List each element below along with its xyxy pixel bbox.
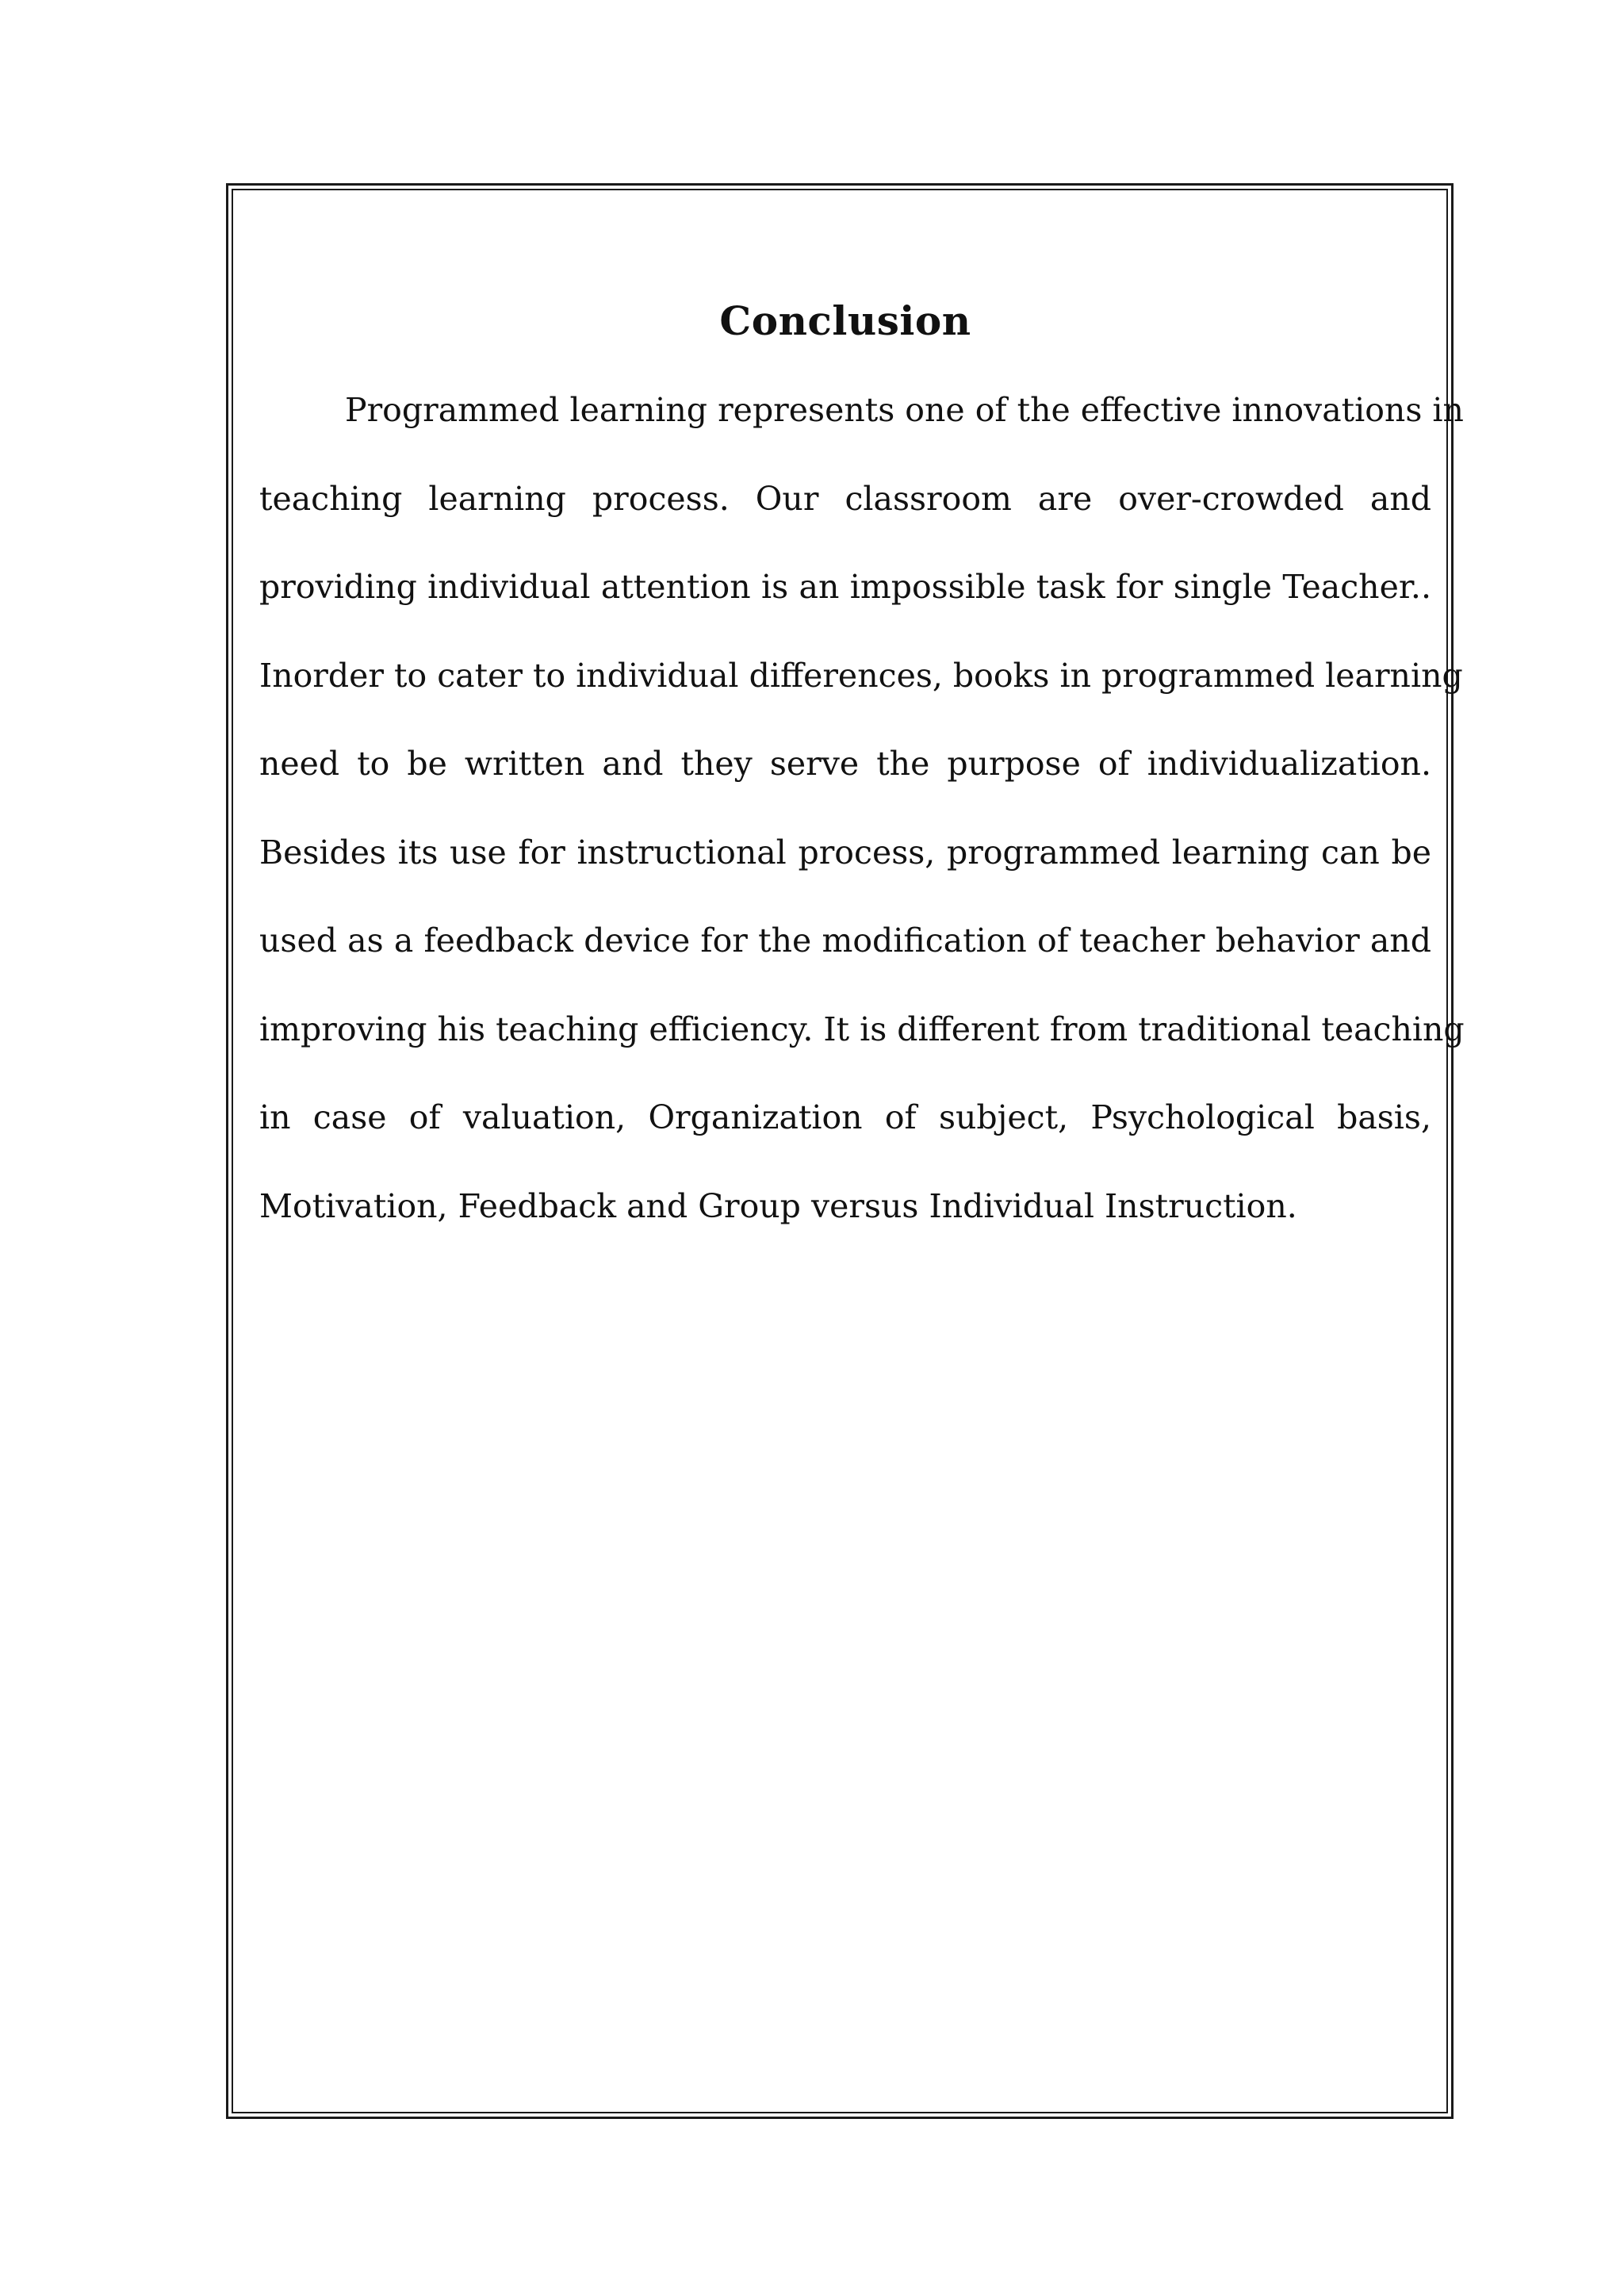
paragraph-line: Inorder to cater to individual differences, books in programmed learning	[259, 656, 1463, 695]
conclusion-paragraph	[259, 366, 1465, 1251]
paragraph-line: need to be written and they serve the purpose of individualization.	[259, 745, 1431, 783]
paragraph-line: providing individual attention is an impossible task for single Teacher..	[259, 568, 1431, 606]
page-title: Conclusion	[719, 297, 971, 344]
paragraph-line: Motivation, Feedback and Group versus Individual Instruction.	[259, 1186, 1297, 1225]
document-content	[259, 285, 1465, 1251]
paragraph-line: teaching learning process. Our classroom are over-crowded and	[259, 479, 1431, 518]
paragraph-line: used as a feedback device for the modification of teacher behavior and	[259, 921, 1431, 960]
paragraph-line: Programmed learning represents one of the effective innovations in	[345, 391, 1464, 429]
paragraph-line: in case of valuation, Organization of subject, Psychological basis,	[259, 1098, 1431, 1136]
paragraph-line: Besides its use for instructional process, programmed learning can be	[259, 833, 1431, 872]
paragraph-line: improving his teaching efficiency. It is different from traditional teaching	[259, 1010, 1465, 1048]
